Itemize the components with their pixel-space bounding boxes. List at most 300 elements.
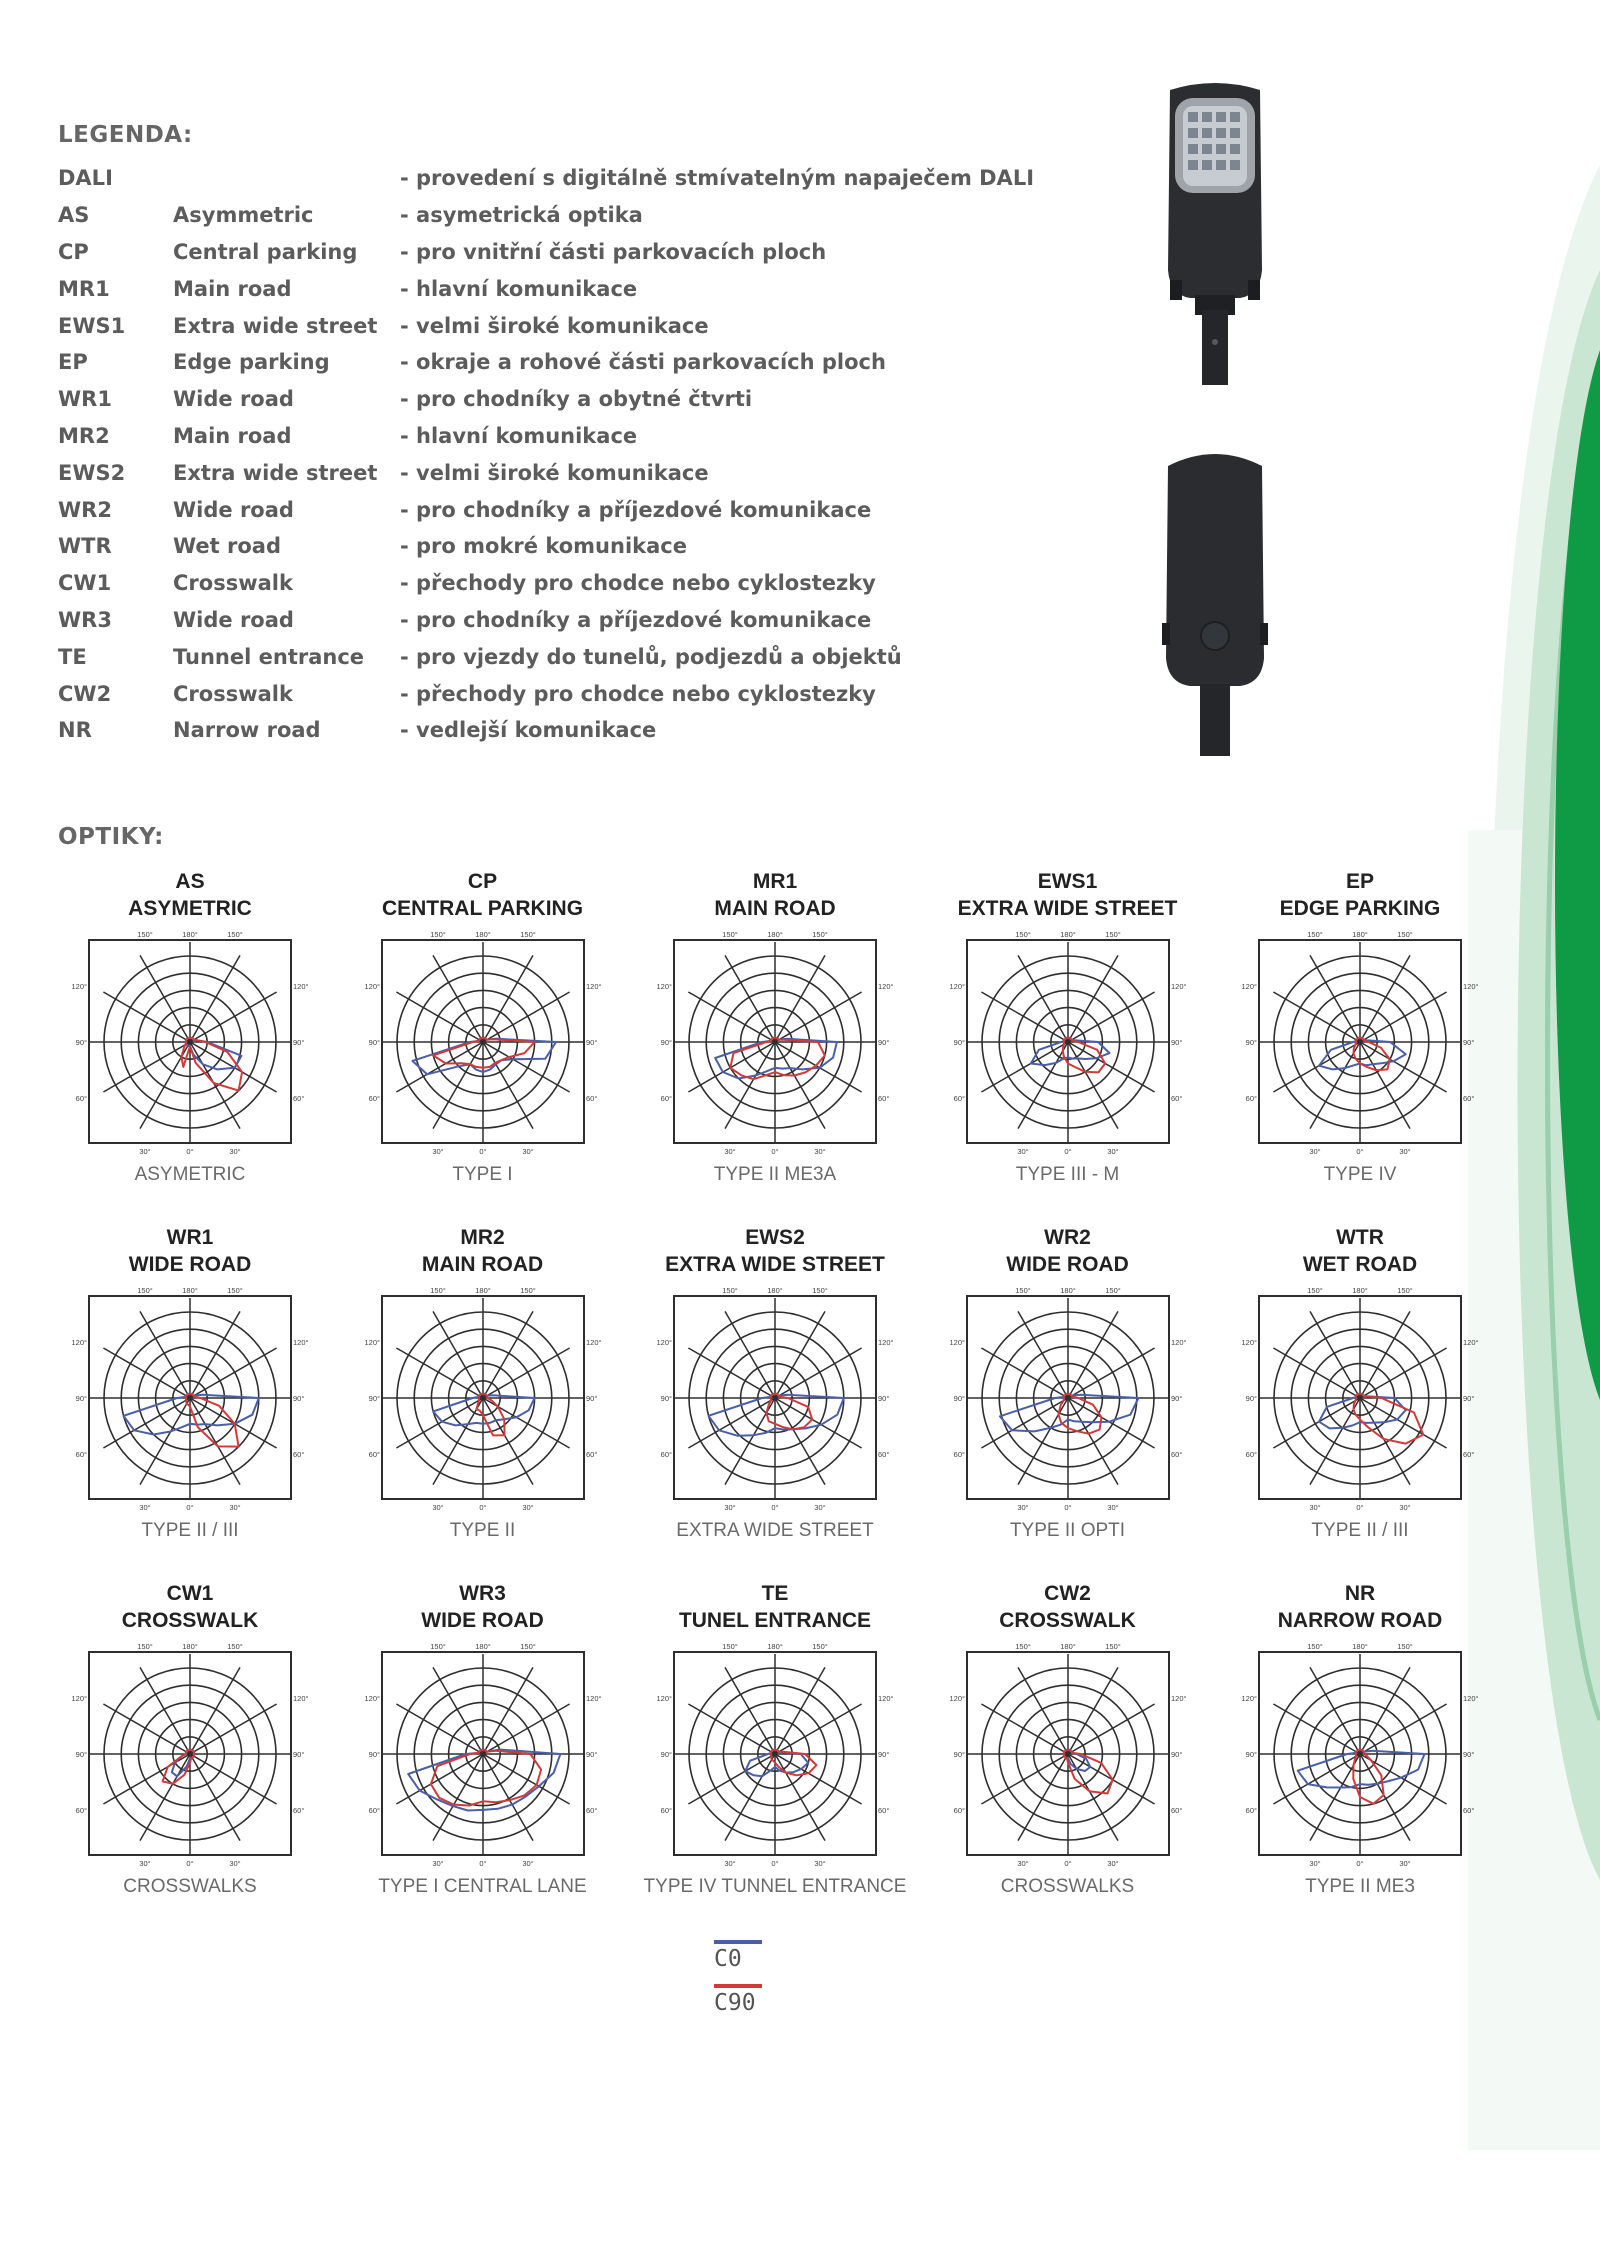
curve-legend-item — [712, 1982, 792, 2026]
angle-label: 0° — [478, 1503, 487, 1512]
optic-code: WR3 — [459, 1582, 506, 1605]
legend-code: CW1 — [58, 571, 112, 596]
angle-label: 60° — [585, 1806, 597, 1815]
optic-type: TYPE IV — [1323, 1164, 1397, 1185]
legend-code: MR1 — [58, 276, 110, 301]
angle-label: 30° — [1016, 1503, 1029, 1512]
angle-label: 150° — [812, 1286, 828, 1295]
angle-label: 0° — [1063, 1503, 1072, 1512]
angle-label: 90° — [293, 1038, 305, 1047]
polar-diagram — [363, 1282, 602, 1514]
legend-row — [58, 418, 1034, 455]
optic-type: EXTRA WIDE STREET — [676, 1520, 874, 1541]
angle-label: 30° — [431, 1503, 444, 1512]
angle-label: 30° — [814, 1503, 826, 1512]
angle-label: 90° — [585, 1394, 597, 1403]
legend-desc: - velmi široké komunikace — [400, 313, 709, 338]
optic-code: AS — [175, 870, 205, 893]
angle-label: 30° — [229, 1859, 241, 1868]
angle-label: 60° — [1463, 1094, 1475, 1103]
angle-label: 0° — [1356, 1147, 1364, 1156]
legend-name: Crosswalk — [173, 571, 293, 596]
optic-name: WIDE ROAD — [128, 1253, 252, 1276]
angle-label: 30° — [431, 1859, 444, 1868]
angle-label: 150° — [812, 930, 828, 939]
angle-label: 180° — [1352, 930, 1368, 939]
legend-row — [58, 197, 1034, 234]
angle-label: 150° — [1307, 930, 1323, 939]
angle-label: 60° — [368, 1806, 380, 1815]
angle-label: 60° — [368, 1450, 380, 1459]
angle-label: 120° — [878, 1694, 894, 1703]
legend-desc: - vedlejší komunikace — [400, 718, 657, 743]
optic-name: CROSSWALK — [999, 1609, 1136, 1632]
angle-label: 150° — [429, 930, 446, 939]
angle-label: 90° — [75, 1750, 87, 1759]
angle-label: 150° — [1397, 1642, 1413, 1651]
optic-card — [640, 868, 910, 1208]
angle-label: 30° — [1309, 1859, 1321, 1868]
angle-label: 90° — [368, 1038, 380, 1047]
legend-row — [58, 454, 1034, 491]
legend-code: EWS2 — [58, 460, 126, 485]
legend-row — [58, 160, 1034, 197]
angle-label: 60° — [1245, 1450, 1257, 1459]
legend-name: Central parking — [173, 239, 358, 264]
optic-name: ASYMETRIC — [128, 897, 252, 920]
optic-name: CROSSWALK — [121, 1609, 259, 1632]
c90-curve — [186, 1394, 239, 1447]
polar-diagram — [1241, 926, 1479, 1158]
angle-label: 150° — [227, 1642, 243, 1651]
angle-label: 120° — [293, 1338, 309, 1347]
angle-label: 30° — [139, 1147, 151, 1156]
legend-name: Main road — [173, 423, 292, 448]
legend-name: Main road — [173, 276, 292, 301]
legend-desc: - asymetrická optika — [400, 203, 643, 228]
angle-label: 90° — [1170, 1750, 1182, 1759]
optic-type: TYPE I CENTRAL LANE — [378, 1876, 587, 1897]
angle-label: 90° — [293, 1750, 305, 1759]
optic-type: TYPE II — [449, 1520, 516, 1541]
optic-name: WIDE ROAD — [421, 1609, 544, 1632]
curve-legend-label: C90 — [714, 1990, 756, 2016]
angle-label: 90° — [953, 1394, 965, 1403]
angle-label: 60° — [1245, 1094, 1257, 1103]
polar-diagram — [948, 926, 1187, 1158]
legend-row — [58, 602, 1034, 639]
optic-type: CROSSWALKS — [1000, 1876, 1135, 1897]
legend-code: NR — [58, 718, 92, 743]
angle-label: 60° — [293, 1450, 305, 1459]
angle-label: 120° — [1170, 1694, 1187, 1703]
legend-desc: - pro vjezdy do tunelů, podjezdů a objektů — [400, 644, 902, 669]
angle-label: 90° — [1463, 1038, 1475, 1047]
angle-label: 120° — [1170, 982, 1187, 991]
optic-code: EWS1 — [1037, 870, 1098, 893]
angle-label: 90° — [585, 1750, 597, 1759]
angle-label: 60° — [660, 1450, 672, 1459]
angle-label: 60° — [75, 1806, 87, 1815]
angle-label: 180° — [767, 930, 783, 939]
angle-label: 120° — [585, 982, 602, 991]
legend-desc: - pro mokré komunikace — [400, 534, 687, 559]
angle-label: 0° — [478, 1859, 487, 1868]
angle-label: 120° — [878, 982, 894, 991]
legend-row — [58, 528, 1034, 565]
legend-desc: - přechody pro chodce nebo cyklostezky — [400, 681, 876, 706]
angle-label: 60° — [1170, 1806, 1182, 1815]
angle-label: 120° — [656, 982, 672, 991]
angle-label: 90° — [660, 1750, 672, 1759]
legend-title: LEGENDA: — [58, 122, 193, 148]
legend-row — [58, 270, 1034, 307]
angle-label: 90° — [878, 1038, 890, 1047]
optic-card — [348, 868, 618, 1208]
optic-code: TE — [761, 1582, 789, 1605]
angle-label: 0° — [1356, 1503, 1364, 1512]
optic-type: TYPE II ME3A — [713, 1164, 837, 1185]
angle-label: 120° — [1170, 1338, 1187, 1347]
angle-label: 60° — [953, 1450, 965, 1459]
optic-type: TYPE II OPTI — [1009, 1520, 1126, 1541]
angle-label: 120° — [656, 1338, 672, 1347]
angle-label: 180° — [1352, 1642, 1368, 1651]
angle-label: 90° — [1170, 1394, 1182, 1403]
legend-code: TE — [58, 644, 87, 669]
angle-label: 60° — [660, 1094, 672, 1103]
angle-label: 180° — [1059, 1286, 1076, 1295]
legend-desc: - velmi široké komunikace — [400, 460, 709, 485]
angle-label: 120° — [71, 1338, 87, 1347]
optic-type: TYPE II / III — [1311, 1520, 1409, 1541]
angle-label: 180° — [474, 1642, 491, 1651]
angle-label: 60° — [1170, 1450, 1182, 1459]
legend-desc: - pro chodníky a příjezdové komunikace — [400, 497, 872, 522]
polar-diagram — [1241, 1638, 1479, 1870]
angle-label: 150° — [137, 1286, 153, 1295]
optic-name: EXTRA WIDE STREET — [957, 897, 1178, 920]
legend-code: WR2 — [58, 497, 112, 522]
angle-label: 90° — [1463, 1394, 1475, 1403]
angle-label: 150° — [519, 1286, 536, 1295]
angle-label: 30° — [724, 1503, 736, 1512]
optic-card — [55, 1224, 325, 1564]
angle-label: 0° — [1063, 1147, 1072, 1156]
optic-name: WIDE ROAD — [1006, 1253, 1129, 1276]
optic-card — [1225, 1580, 1495, 1920]
curve-legend-item — [712, 1938, 792, 1982]
legend-desc: - pro chodníky a příjezdové komunikace — [400, 607, 872, 632]
angle-label: 90° — [585, 1038, 597, 1047]
angle-label: 120° — [71, 1694, 87, 1703]
angle-label: 120° — [363, 1694, 380, 1703]
curve-legend — [712, 1938, 792, 2026]
angle-label: 30° — [814, 1859, 826, 1868]
angle-label: 90° — [1463, 1750, 1475, 1759]
angle-label: 120° — [656, 1694, 672, 1703]
angle-label: 60° — [1463, 1450, 1475, 1459]
legend-desc: - okraje a rohové části parkovacích ploch — [400, 350, 886, 375]
angle-label: 180° — [1352, 1286, 1368, 1295]
legend-row — [58, 234, 1034, 271]
angle-label: 150° — [137, 1642, 153, 1651]
angle-label: 30° — [521, 1859, 534, 1868]
angle-label: 120° — [1463, 982, 1479, 991]
optic-card — [55, 1580, 325, 1920]
optics-title: OPTIKY: — [58, 824, 164, 850]
legend-row — [58, 712, 1034, 749]
legend-name: Wet road — [173, 534, 281, 559]
optic-card — [1225, 1224, 1495, 1564]
legend-row — [58, 344, 1034, 381]
angle-label: 90° — [1245, 1394, 1257, 1403]
optics-grid — [55, 868, 1479, 1920]
angle-label: 150° — [227, 930, 243, 939]
angle-label: 0° — [1356, 1859, 1364, 1868]
angle-label: 120° — [948, 1338, 965, 1347]
legend-list — [58, 160, 1034, 749]
angle-label: 30° — [1399, 1503, 1411, 1512]
angle-label: 150° — [1307, 1286, 1323, 1295]
angle-label: 120° — [585, 1694, 602, 1703]
legend-name: Extra wide street — [173, 460, 378, 485]
angle-label: 90° — [368, 1750, 380, 1759]
angle-label: 120° — [948, 1694, 965, 1703]
angle-label: 180° — [767, 1642, 783, 1651]
angle-label: 60° — [1170, 1094, 1182, 1103]
angle-label: 30° — [1106, 1859, 1119, 1868]
angle-label: 60° — [1245, 1806, 1257, 1815]
legend-name: Extra wide street — [173, 313, 378, 338]
angle-label: 90° — [878, 1750, 890, 1759]
angle-label: 90° — [1170, 1038, 1182, 1047]
angle-label: 180° — [182, 1642, 198, 1651]
street-lamp-front-image — [1150, 80, 1280, 390]
legend-desc: - pro chodníky a obytné čtvrti — [400, 387, 753, 412]
optic-code: NR — [1344, 1582, 1376, 1605]
legend-desc: - pro vnitřní části parkovacích ploch — [400, 239, 827, 264]
angle-label: 60° — [1463, 1806, 1475, 1815]
legend-code: AS — [58, 203, 90, 228]
angle-label: 60° — [660, 1806, 672, 1815]
angle-label: 60° — [585, 1450, 597, 1459]
angle-label: 60° — [953, 1806, 965, 1815]
legend-code: WR1 — [58, 387, 112, 412]
curve-legend-swatch — [714, 1940, 762, 1944]
angle-label: 150° — [519, 1642, 536, 1651]
angle-label: 150° — [1014, 1642, 1031, 1651]
angle-label: 30° — [724, 1147, 736, 1156]
polar-diagram — [71, 1638, 309, 1870]
legend-row — [58, 565, 1034, 602]
optic-card — [55, 868, 325, 1208]
optic-code: MR2 — [460, 1226, 505, 1249]
optic-code: CW2 — [1044, 1582, 1091, 1605]
angle-label: 60° — [878, 1806, 890, 1815]
legend-code: CW2 — [58, 681, 112, 706]
legend-row — [58, 381, 1034, 418]
polar-diagram — [363, 1638, 602, 1870]
optic-code: MR1 — [752, 870, 798, 893]
angle-label: 30° — [1399, 1859, 1411, 1868]
legend-code: MR2 — [58, 423, 110, 448]
angle-label: 120° — [878, 1338, 894, 1347]
legend-code: EP — [58, 350, 88, 375]
angle-label: 90° — [660, 1038, 672, 1047]
optic-name: MAIN ROAD — [421, 1253, 544, 1276]
angle-label: 30° — [814, 1147, 826, 1156]
optic-name: NARROW ROAD — [1277, 1609, 1443, 1632]
angle-label: 90° — [660, 1394, 672, 1403]
angle-label: 0° — [186, 1859, 194, 1868]
angle-label: 30° — [1106, 1147, 1119, 1156]
angle-label: 150° — [722, 930, 738, 939]
angle-label: 120° — [71, 982, 87, 991]
legend-desc: - hlavní komunikace — [400, 276, 638, 301]
angle-label: 60° — [75, 1450, 87, 1459]
polar-diagram — [656, 1638, 894, 1870]
angle-label: 30° — [229, 1147, 241, 1156]
polar-diagram — [1241, 1282, 1479, 1514]
angle-label: 150° — [227, 1286, 243, 1295]
optic-type: TYPE II ME3 — [1305, 1876, 1415, 1897]
angle-label: 120° — [1463, 1694, 1479, 1703]
angle-label: 30° — [1016, 1859, 1029, 1868]
optic-code: EWS2 — [745, 1226, 805, 1249]
angle-label: 180° — [767, 1286, 783, 1295]
angle-label: 150° — [812, 1642, 828, 1651]
angle-label: 90° — [75, 1038, 87, 1047]
polar-diagram — [71, 926, 309, 1158]
optic-card — [933, 1580, 1203, 1920]
angle-label: 30° — [724, 1859, 736, 1868]
angle-label: 150° — [1014, 1286, 1031, 1295]
angle-label: 150° — [722, 1286, 738, 1295]
angle-label: 150° — [519, 930, 536, 939]
angle-label: 60° — [368, 1094, 380, 1103]
angle-label: 150° — [722, 1642, 738, 1651]
angle-label: 180° — [182, 930, 198, 939]
legend-row — [58, 675, 1034, 712]
angle-label: 30° — [1016, 1147, 1029, 1156]
legend-row — [58, 491, 1034, 528]
polar-diagram — [71, 1282, 309, 1514]
angle-label: 60° — [878, 1094, 890, 1103]
legend-row — [58, 638, 1034, 675]
angle-label: 150° — [1397, 930, 1413, 939]
legend-code: WTR — [58, 534, 112, 559]
angle-label: 0° — [771, 1147, 779, 1156]
optic-card — [348, 1224, 618, 1564]
angle-label: 90° — [293, 1394, 305, 1403]
legend-row — [58, 307, 1034, 344]
angle-label: 30° — [139, 1859, 151, 1868]
polar-diagram — [948, 1638, 1187, 1870]
polar-diagram — [656, 926, 894, 1158]
angle-label: 150° — [137, 930, 153, 939]
angle-label: 60° — [293, 1806, 305, 1815]
angle-label: 120° — [1463, 1338, 1479, 1347]
legend-desc: - hlavní komunikace — [400, 423, 638, 448]
optic-card — [933, 1224, 1203, 1564]
angle-label: 0° — [771, 1859, 779, 1868]
angle-label: 30° — [1399, 1147, 1411, 1156]
angle-label: 60° — [293, 1094, 305, 1103]
optic-code: WR1 — [166, 1226, 214, 1249]
angle-label: 150° — [1104, 1642, 1121, 1651]
angle-label: 120° — [1241, 982, 1257, 991]
legend-code: DALI — [58, 166, 113, 191]
angle-label: 90° — [953, 1750, 965, 1759]
legend-name: Wide road — [173, 497, 294, 522]
angle-label: 150° — [1307, 1642, 1323, 1651]
polar-diagram — [363, 926, 602, 1158]
angle-label: 90° — [953, 1038, 965, 1047]
angle-label: 30° — [139, 1503, 151, 1512]
angle-label: 180° — [474, 930, 491, 939]
angle-label: 0° — [186, 1147, 194, 1156]
angle-label: 180° — [182, 1286, 198, 1295]
angle-label: 90° — [1245, 1038, 1257, 1047]
optic-name: CENTRAL PARKING — [381, 897, 584, 920]
legend-name: Asymmetric — [173, 203, 314, 228]
angle-label: 0° — [771, 1503, 779, 1512]
legend-name: Wide road — [173, 387, 294, 412]
angle-label: 30° — [521, 1147, 534, 1156]
optic-code: WR2 — [1044, 1226, 1091, 1249]
optic-card — [933, 868, 1203, 1208]
legend-code: WR3 — [58, 607, 112, 632]
polar-diagram — [948, 1282, 1187, 1514]
optic-card — [1225, 868, 1495, 1208]
optic-name: TUNEL ENTRANCE — [678, 1609, 872, 1632]
angle-label: 150° — [1104, 1286, 1121, 1295]
angle-label: 60° — [75, 1094, 87, 1103]
angle-label: 120° — [585, 1338, 602, 1347]
legend-name: Narrow road — [173, 718, 321, 743]
legend-code: CP — [58, 239, 89, 264]
curve-legend-swatch — [714, 1984, 762, 1988]
angle-label: 120° — [293, 1694, 309, 1703]
angle-label: 60° — [953, 1094, 965, 1103]
optic-type: TYPE IV TUNNEL ENTRANCE — [643, 1876, 907, 1897]
optic-name: WET ROAD — [1302, 1253, 1418, 1276]
optic-type: CROSSWALKS — [123, 1876, 257, 1897]
optic-name: EDGE PARKING — [1279, 897, 1441, 920]
legend-name: Edge parking — [173, 350, 330, 375]
angle-label: 150° — [1014, 930, 1031, 939]
angle-label: 150° — [1104, 930, 1121, 939]
angle-label: 90° — [878, 1394, 890, 1403]
legend-desc: - přechody pro chodce nebo cyklostezky — [400, 571, 876, 596]
optic-code: CP — [467, 870, 498, 893]
legend-name: Tunnel entrance — [173, 644, 365, 669]
angle-label: 180° — [1059, 1642, 1076, 1651]
polar-diagram — [656, 1282, 894, 1514]
angle-label: 0° — [186, 1503, 194, 1512]
optic-card — [640, 1224, 910, 1564]
angle-label: 60° — [878, 1450, 890, 1459]
angle-label: 180° — [474, 1286, 491, 1295]
angle-label: 180° — [1059, 930, 1076, 939]
angle-label: 150° — [429, 1286, 446, 1295]
street-lamp-back-image — [1150, 448, 1280, 760]
angle-label: 30° — [1309, 1503, 1321, 1512]
angle-label: 30° — [1106, 1503, 1119, 1512]
optic-card — [348, 1580, 618, 1920]
legend-code: EWS1 — [58, 313, 126, 338]
